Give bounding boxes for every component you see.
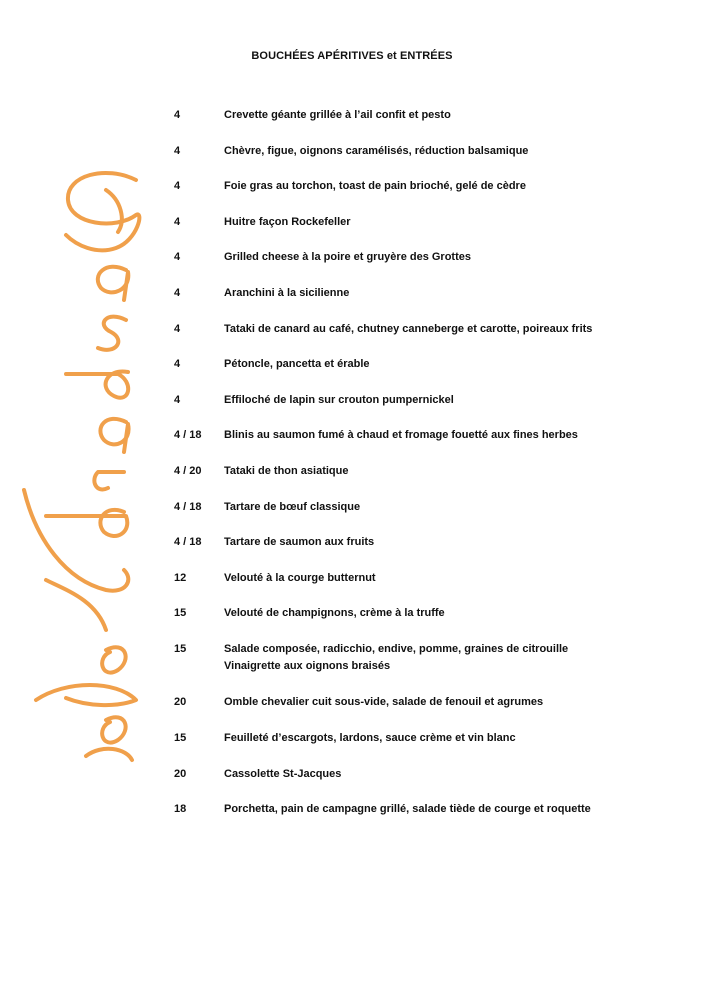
- item-description: [224, 392, 694, 409]
- item-description: [224, 534, 694, 551]
- item-description: [224, 605, 694, 622]
- item-price: 4: [174, 287, 181, 299]
- item-price: 4 / 20: [174, 465, 202, 477]
- item-description-line: Tartare de bœuf classique: [224, 501, 361, 513]
- item-price: 15: [174, 643, 187, 655]
- item-description-line: Chèvre, figue, oignons caramélisés, réduction balsamique: [224, 145, 529, 157]
- item-description-line: Grilled cheese à la poire et gruyère des Grottes: [224, 251, 471, 263]
- item-description: [224, 178, 694, 195]
- item-description: [224, 641, 694, 675]
- item-price: 4 / 18: [174, 501, 202, 513]
- item-description-line: Vinaigrette aux oignons braisés: [224, 660, 391, 672]
- item-description-line: Tataki de canard au café, chutney canneberge et carotte, poireaux frits: [224, 323, 593, 335]
- item-price: 4: [174, 394, 181, 406]
- item-price: 4: [174, 180, 181, 192]
- item-description: [224, 694, 694, 711]
- item-description-line: Tataki de thon asiatique: [224, 465, 349, 477]
- item-price: 4: [174, 216, 181, 228]
- item-description: [224, 285, 694, 302]
- item-description-line: Cassolette St-Jacques: [224, 768, 342, 780]
- item-description: [224, 499, 694, 516]
- item-description-line: Omble chevalier cuit sous-vide, salade de fenouil et agrumes: [224, 696, 544, 708]
- item-description-line: Effiloché de lapin sur crouton pumpernickel: [224, 394, 454, 406]
- item-description: [224, 766, 694, 783]
- item-description: [224, 801, 694, 818]
- item-description-line: Foie gras au torchon, toast de pain brioché, gelé de cèdre: [224, 180, 526, 192]
- item-price: 4: [174, 323, 181, 335]
- item-description: [224, 427, 694, 444]
- item-description-line: Crevette géante grillée à l’ail confit et pesto: [224, 109, 451, 121]
- item-description-line: Porchetta, pain de campagne grillé, salade tiède de courge et roquette: [224, 803, 591, 815]
- item-price: 20: [174, 696, 187, 708]
- item-description: [224, 730, 694, 747]
- item-price: 4: [174, 145, 181, 157]
- item-description-line: Aranchini à la sicilienne: [224, 287, 350, 299]
- item-description-line: Tartare de saumon aux fruits: [224, 536, 375, 548]
- item-description: [224, 143, 694, 160]
- item-description-line: Feuilleté d’escargots, lardons, sauce crème et vin blanc: [224, 732, 516, 744]
- item-description-line: Velouté de champignons, crème à la truffe: [224, 607, 445, 619]
- item-description: [224, 249, 694, 266]
- item-description: [224, 321, 694, 338]
- item-description-line: Blinis au saumon fumé à chaud et fromage fouetté aux fines herbes: [224, 429, 578, 441]
- item-price: 15: [174, 607, 187, 619]
- item-price: 4: [174, 358, 181, 370]
- item-price: 12: [174, 572, 187, 584]
- item-description-line: Velouté à la courge butternut: [224, 572, 376, 584]
- item-description-line: Salade composée, radicchio, endive, pomme, graines de citrouille: [224, 643, 569, 655]
- item-price: 18: [174, 803, 187, 815]
- item-price: 4: [174, 109, 181, 121]
- item-price: 4 / 18: [174, 429, 202, 441]
- item-price: 15: [174, 732, 187, 744]
- item-price: 20: [174, 768, 187, 780]
- item-description: [224, 107, 694, 124]
- page-title: BOUCHÉES APÉRITIVES et ENTRÉES: [251, 50, 453, 62]
- item-description-line: Huitre façon Rockefeller: [224, 216, 351, 228]
- item-description-line: Pétoncle, pancetta et érable: [224, 358, 370, 370]
- item-price: 4 / 18: [174, 536, 202, 548]
- item-description: [224, 463, 694, 480]
- item-price: 4: [174, 251, 181, 263]
- item-description: [224, 214, 694, 231]
- item-description: [224, 356, 694, 373]
- item-description: [224, 570, 694, 587]
